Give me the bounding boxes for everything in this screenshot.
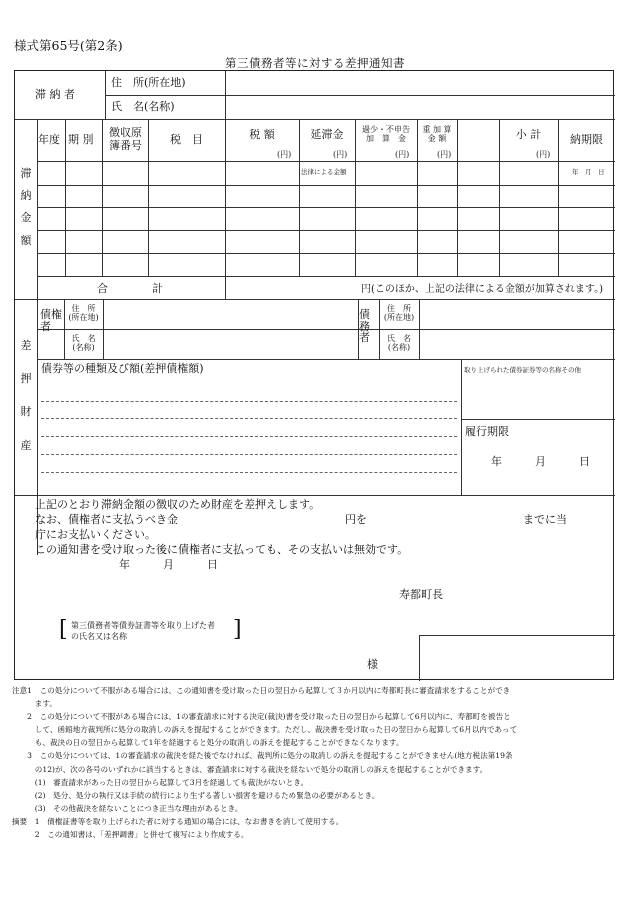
yen-unit: (円): [395, 150, 410, 159]
rule: [299, 119, 300, 276]
side-char: 額: [20, 233, 32, 247]
rule: [37, 207, 615, 208]
delinquent-address-field[interactable]: [231, 77, 611, 91]
debtor-label: 債務者: [359, 308, 370, 345]
note-line: (2) 処分、処分の執行又は手続の続行により生ずる著しい損害を避けるため緊急の必要があるとき。: [12, 790, 380, 800]
rule: [105, 95, 615, 96]
dotted-line: [41, 436, 457, 437]
rule: [461, 419, 615, 420]
note-line: ます。: [12, 699, 57, 709]
total-note: 円(このほか、上記の法律による金額が加算されます。): [361, 284, 604, 295]
col-tax: 税 額: [249, 128, 275, 141]
rule: [37, 329, 615, 330]
dotted-line: [41, 454, 457, 455]
side-char: 差: [20, 339, 32, 352]
rule: [419, 635, 615, 636]
col-type: 期 別: [68, 133, 94, 146]
debtor-address-label: 住 所 (所在地): [383, 304, 415, 323]
col-ledger: 徴収原 簿番号: [109, 126, 142, 152]
yen-unit: (円): [536, 150, 551, 159]
rule: [499, 119, 500, 276]
note-line: の12)が、次の各号のいずれかに該当するときは、審査請求に対する裁決を経ないで処分の取消しの訴えを提起することができます。: [12, 764, 488, 774]
body-line-1: 上記のとおり滞納金額の徴収のため財産を差押えします。: [35, 498, 321, 511]
col-item: 税 目: [170, 133, 203, 146]
taken-securities-label: 取り上げられた債券証券等の名称その他: [464, 366, 581, 374]
creditor-name-label: 氏 名 (名称): [71, 334, 96, 353]
due-date-placeholder: 年 月 日: [572, 168, 605, 176]
body-line-2c: までに当: [523, 513, 567, 526]
notice-form: [14, 70, 614, 680]
rule: [105, 71, 106, 119]
creditor-address-label: 住 所 (所在地): [68, 304, 99, 323]
rule: [461, 359, 462, 495]
rule: [65, 119, 66, 276]
col-heavy: 重 加 算 金 額: [422, 125, 452, 144]
third-party-line-2: の氏名又は名称: [71, 632, 127, 641]
claim-kind-label: 債券等の種類及び額(差押債権額): [41, 362, 204, 375]
rule: [37, 161, 615, 162]
debtor-name-label: 氏 名 (名称): [387, 334, 411, 353]
rule: [103, 299, 104, 359]
rule: [225, 71, 226, 119]
body-line-3: 庁にお支払いください。: [35, 528, 156, 541]
name-label: 氏 名(名称): [111, 100, 175, 113]
issue-date: 年 月 日: [119, 558, 218, 571]
yen-unit: (円): [437, 150, 452, 159]
total-label: 合 計: [97, 282, 163, 295]
note-line: (3) その他裁決を経ないことにつき正当な理由があるとき。: [12, 803, 243, 813]
col-late: 延滞金: [310, 128, 344, 141]
rule: [419, 299, 420, 359]
yen-unit: (円): [333, 150, 348, 159]
notes-section: [12, 684, 517, 841]
dotted-line: [41, 472, 457, 473]
dotted-line: [41, 418, 457, 419]
rule: [37, 185, 615, 186]
note-line: も、裁決の日の翌日から起算して1年を経過すると処分の取消しの訴えを提起することができなくなります。: [12, 738, 404, 748]
side-char: 滞: [20, 167, 32, 180]
rule: [15, 495, 615, 496]
rule: [37, 230, 615, 231]
dotted-line: [41, 401, 457, 402]
rule: [225, 119, 226, 276]
side-char: 納: [20, 189, 32, 203]
rule: [37, 253, 615, 254]
side-char: 産: [20, 438, 32, 452]
deadline-date: 年 月 日: [491, 455, 590, 468]
rule: [37, 359, 615, 360]
third-party-line-1: 第三債務者等債券証書等を取り上げた者: [71, 621, 215, 630]
rule: [15, 119, 615, 120]
issuer: 寿都町長: [399, 588, 443, 601]
address-label: 住 所(所在地): [111, 76, 186, 89]
note-line: (1) 審査請求があった日の翌日から起算して3月を経過しても裁決がないとき。: [12, 777, 309, 787]
creditor-label: 債権者: [40, 308, 62, 333]
side-char: 金: [20, 211, 32, 225]
col-year: 年度: [38, 133, 60, 146]
col-due: 納期限: [570, 133, 603, 146]
note-line: 摘要 1 債権証書等を取り上げられた者に対する通知の場合には、なお書きを消して使用する。: [12, 816, 344, 826]
note-line: して、函館地方裁判所に処分の取消しの訴えを提起することができます。ただし、裁決書を受け取った日の翌日から起算して6月以内であって: [12, 725, 518, 735]
body-line-2a: なお、債権者に支払うべき金: [35, 513, 178, 526]
col-penalty: 過少・不申告 加 算 金: [362, 125, 410, 144]
body-line-4: この通知書を受け取った後に債権者に支払っても、その支払いは無効です。: [35, 543, 409, 556]
seized-side-label: [19, 339, 33, 452]
note-line: 2 この通知書は、「差押調書」と併せて複写により作成する。: [12, 830, 249, 840]
sama-honorific: 様: [367, 658, 378, 671]
body-line-2b: 円を: [345, 513, 367, 526]
rule: [15, 299, 615, 300]
rule: [457, 119, 458, 276]
form-id: 様式第65号(第2条): [14, 38, 123, 53]
rule: [37, 276, 615, 277]
legal-amount-note: 法律による金額: [301, 168, 347, 176]
delinquent-label: 滞 納 者: [35, 88, 75, 101]
delinquent-name-field[interactable]: [231, 101, 611, 115]
rule: [225, 276, 226, 299]
arrears-side-label: [19, 167, 33, 247]
bracket-close: ]: [233, 617, 242, 642]
rule: [419, 635, 420, 681]
note-line: 3 この処分については、1の審査請求の裁決を経た後でなければ、裁判所に処分の取消しの訴えを提起することができません(地方税法第19条: [12, 751, 513, 761]
deadline-label: 履行期限: [465, 425, 509, 438]
document-title: 第三債務者等に対する差押通知書: [225, 56, 405, 70]
side-char: 財: [20, 405, 32, 419]
yen-unit: (円): [277, 150, 292, 159]
note-line: 2 この処分について不服がある場合には、1の審査請求に対する決定(裁決)書を受け取った日の翌日から起算して6月以内に、寿都町を被告と: [12, 712, 511, 722]
note-line: 注意1 この処分について不服がある場合には、この通知書を受け取った日の翌日から起算して３か月以内に寿都町長に審査請求をすることができ: [12, 686, 511, 695]
col-subtotal: 小 計: [515, 128, 542, 141]
side-char: 押: [20, 372, 32, 386]
bracket-open: [: [59, 617, 68, 642]
